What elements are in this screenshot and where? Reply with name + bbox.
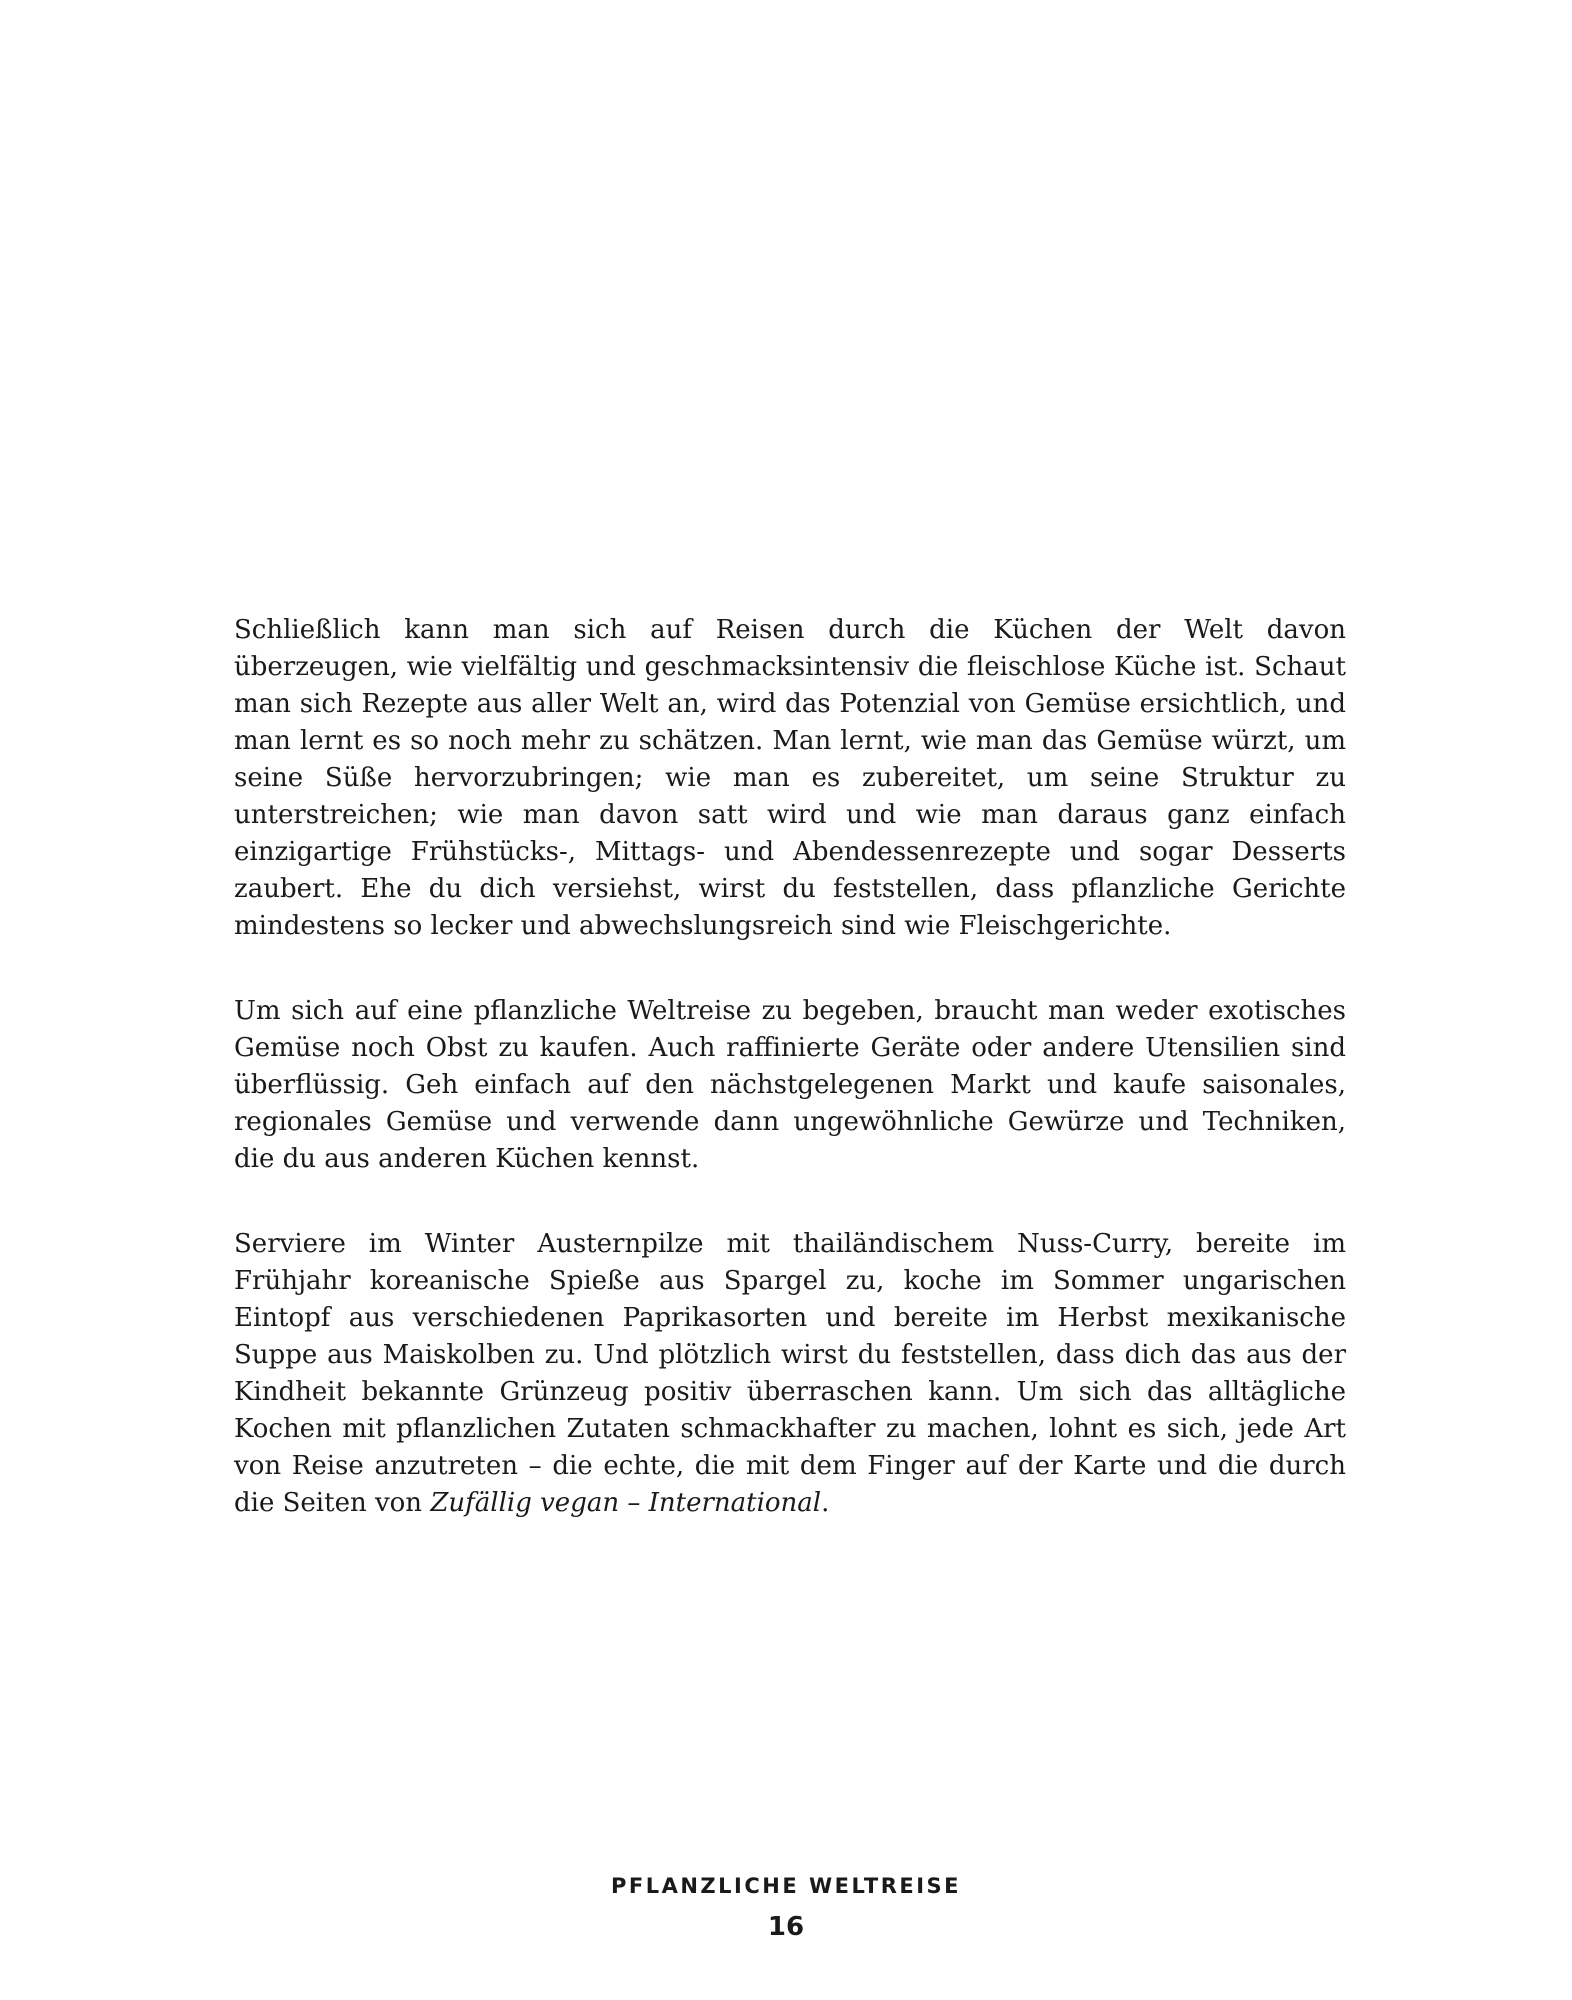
section-title: PFLANZLICHE WELTREISE <box>610 1874 962 1898</box>
body-text <box>234 612 1346 1522</box>
paragraph-3-text: Serviere im Winter Austernpilze mit thailändischem Nuss-Curry, bereite im Frühjahr koreanische Spieße aus Spargel zu, koche im Sommer ungarischen Eintopf aus verschiedenen Paprikasorten und bereite im Herbst mexikanische Suppe aus Maiskolben zu. Und plötzlich wirst du feststellen, dass dich das aus der Kindheit bekannte Grünzeug positiv überraschen kann. Um sich das alltägliche Kochen mit pflanzlichen Zutaten schmackhafter zu machen, lohnt es sich, jede Art von Reise anzutreten – die echte, die mit dem Finger auf der Karte und die durch die Seiten von <box>234 1229 1346 1518</box>
paragraph-2: Um sich auf eine pflanzliche Weltreise zu begeben, braucht man weder exotisches Gemüse noch Obst zu kaufen. Auch raffinierte Geräte oder andere Utensilien sind überflüssig. Geh einfach auf den nächstgelegenen Markt und kaufe saisonales, regionales Gemüse und verwende dann ungewöhnliche Gewürze und Techniken, die du aus anderen Küchen kennst. <box>234 996 1346 1174</box>
paragraph-3 <box>234 1226 1346 1522</box>
page-number: 16 <box>767 1912 805 1942</box>
book-title: Zufällig vegan – International <box>430 1488 822 1518</box>
paragraph-3-end: . <box>821 1488 830 1518</box>
paragraph-1: Schließlich kann man sich auf Reisen durch die Küchen der Welt davon überzeugen, wie vielfältig und geschmacksintensiv die fleischlose Küche ist. Schaut man sich Rezepte aus aller Welt an, wird das Potenzial von Gemüse ersichtlich, und man lernt es so noch mehr zu schätzen. Man lernt, wie man das Gemüse würzt, um seine Süße hervorzubringen; wie man es zubereitet, um seine Struktur zu unterstreichen; wie man davon satt wird und wie man daraus ganz einfach einzigartige Frühstücks-, Mittags- und Abendessenrezepte und sogar Desserts zaubert. Ehe du dich versiehst, wirst du feststellen, dass pflanzliche Gerichte mindestens so lecker und abwechslungsreich sind wie Fleischgerichte. <box>234 615 1346 941</box>
